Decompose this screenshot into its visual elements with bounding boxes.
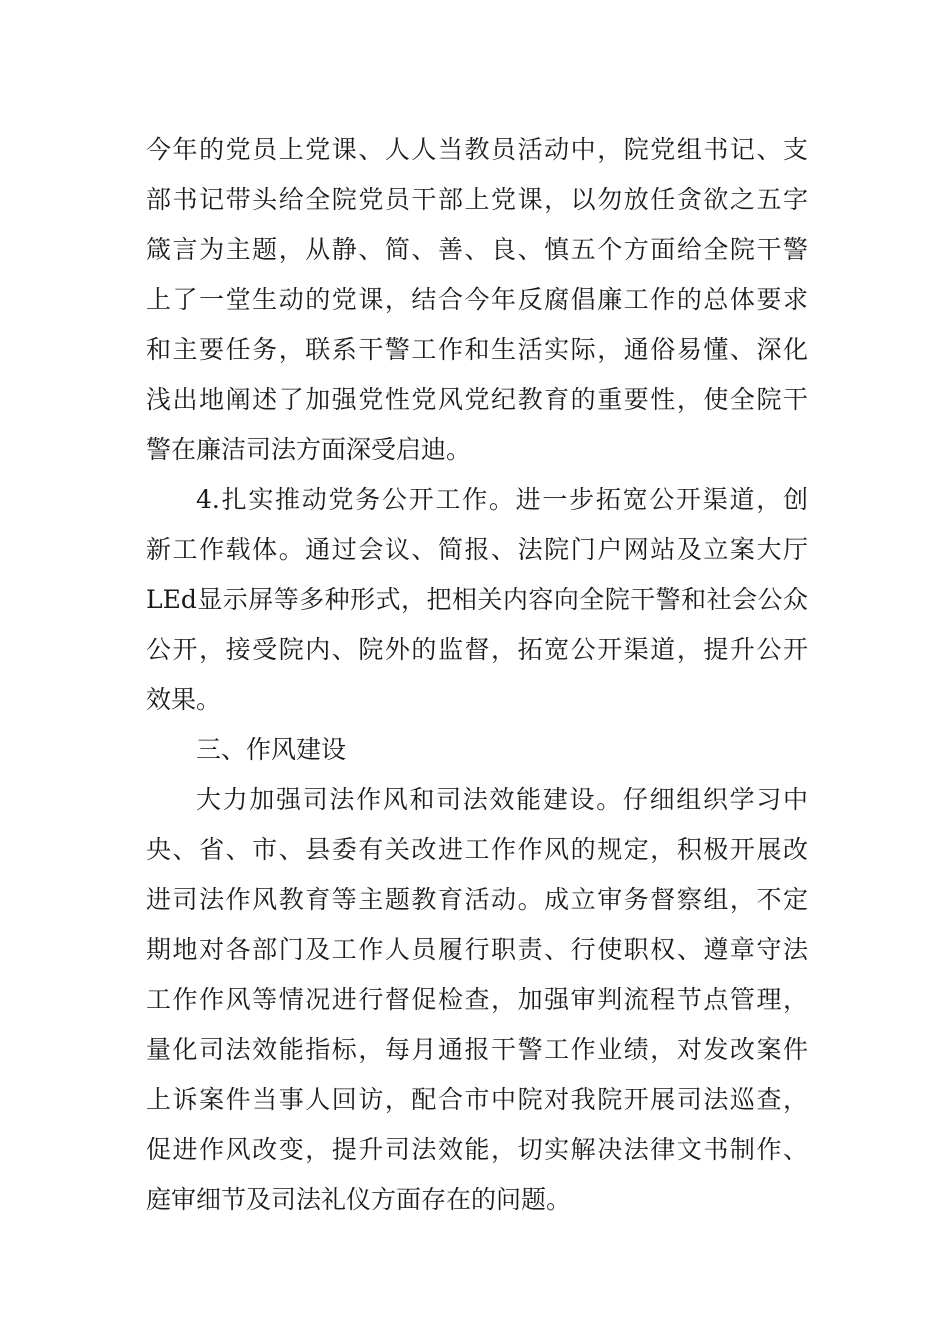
text-line: LEd显示屏等多种形式，把相关内容向全院干警和社会公众 bbox=[146, 585, 808, 614]
text-line: 今年的党员上党课、人人当教员活动中，院党组书记、支 bbox=[146, 135, 808, 164]
text-line: 庭审细节及司法礼仪方面存在的问题。 bbox=[146, 1185, 572, 1214]
section-heading bbox=[146, 725, 808, 775]
text-line: 效果。 bbox=[146, 685, 222, 714]
text-line: 公开，接受院内、院外的监督，拓宽公开渠道，提升公开 bbox=[146, 635, 808, 664]
text-line: 警在廉洁司法方面深受启迪。 bbox=[146, 435, 472, 464]
text-line: 大力加强司法作风和司法效能建设。仔细组织学习中 bbox=[196, 785, 808, 814]
text-line: 量化司法效能指标，每月通报干警工作业绩，对发改案件 bbox=[146, 1035, 808, 1064]
section-heading-text: 三、作风建设 bbox=[196, 735, 347, 764]
text-line: 新工作载体。通过会议、简报、法院门户网站及立案大厅 bbox=[146, 535, 808, 564]
text-line: 上了一堂生动的党课，结合今年反腐倡廉工作的总体要求 bbox=[146, 285, 808, 314]
text-line: 浅出地阐述了加强党性党风党纪教育的重要性，使全院干 bbox=[146, 385, 808, 414]
text-line: 箴言为主题，从静、简、善、良、慎五个方面给全院干警 bbox=[146, 235, 808, 264]
text-line: 部书记带头给全院党员干部上党课，以勿放任贪欲之五字 bbox=[146, 185, 808, 214]
text-line: 期地对各部门及工作人员履行职责、行使职权、遵章守法 bbox=[146, 935, 808, 964]
paragraph-work-style bbox=[146, 775, 808, 1225]
paragraph-party-lecture bbox=[146, 125, 808, 475]
text-line: 和主要任务，联系干警工作和生活实际，通俗易懂、深化 bbox=[146, 335, 808, 364]
text-line: 工作作风等情况进行督促检查，加强审判流程节点管理， bbox=[146, 985, 808, 1014]
text-line: 央、省、市、县委有关改进工作作风的规定，积极开展改 bbox=[146, 835, 808, 864]
text-line: 进司法作风教育等主题教育活动。成立审务督察组，不定 bbox=[146, 885, 808, 914]
text-line: 4.扎实推动党务公开工作。进一步拓宽公开渠道，创 bbox=[196, 485, 808, 514]
paragraph-party-affairs-disclosure bbox=[146, 475, 808, 725]
text-line: 上诉案件当事人回访，配合市中院对我院开展司法巡查， bbox=[146, 1085, 808, 1114]
document-body bbox=[146, 125, 808, 1225]
text-line: 促进作风改变，提升司法效能，切实解决法律文书制作、 bbox=[146, 1135, 808, 1164]
